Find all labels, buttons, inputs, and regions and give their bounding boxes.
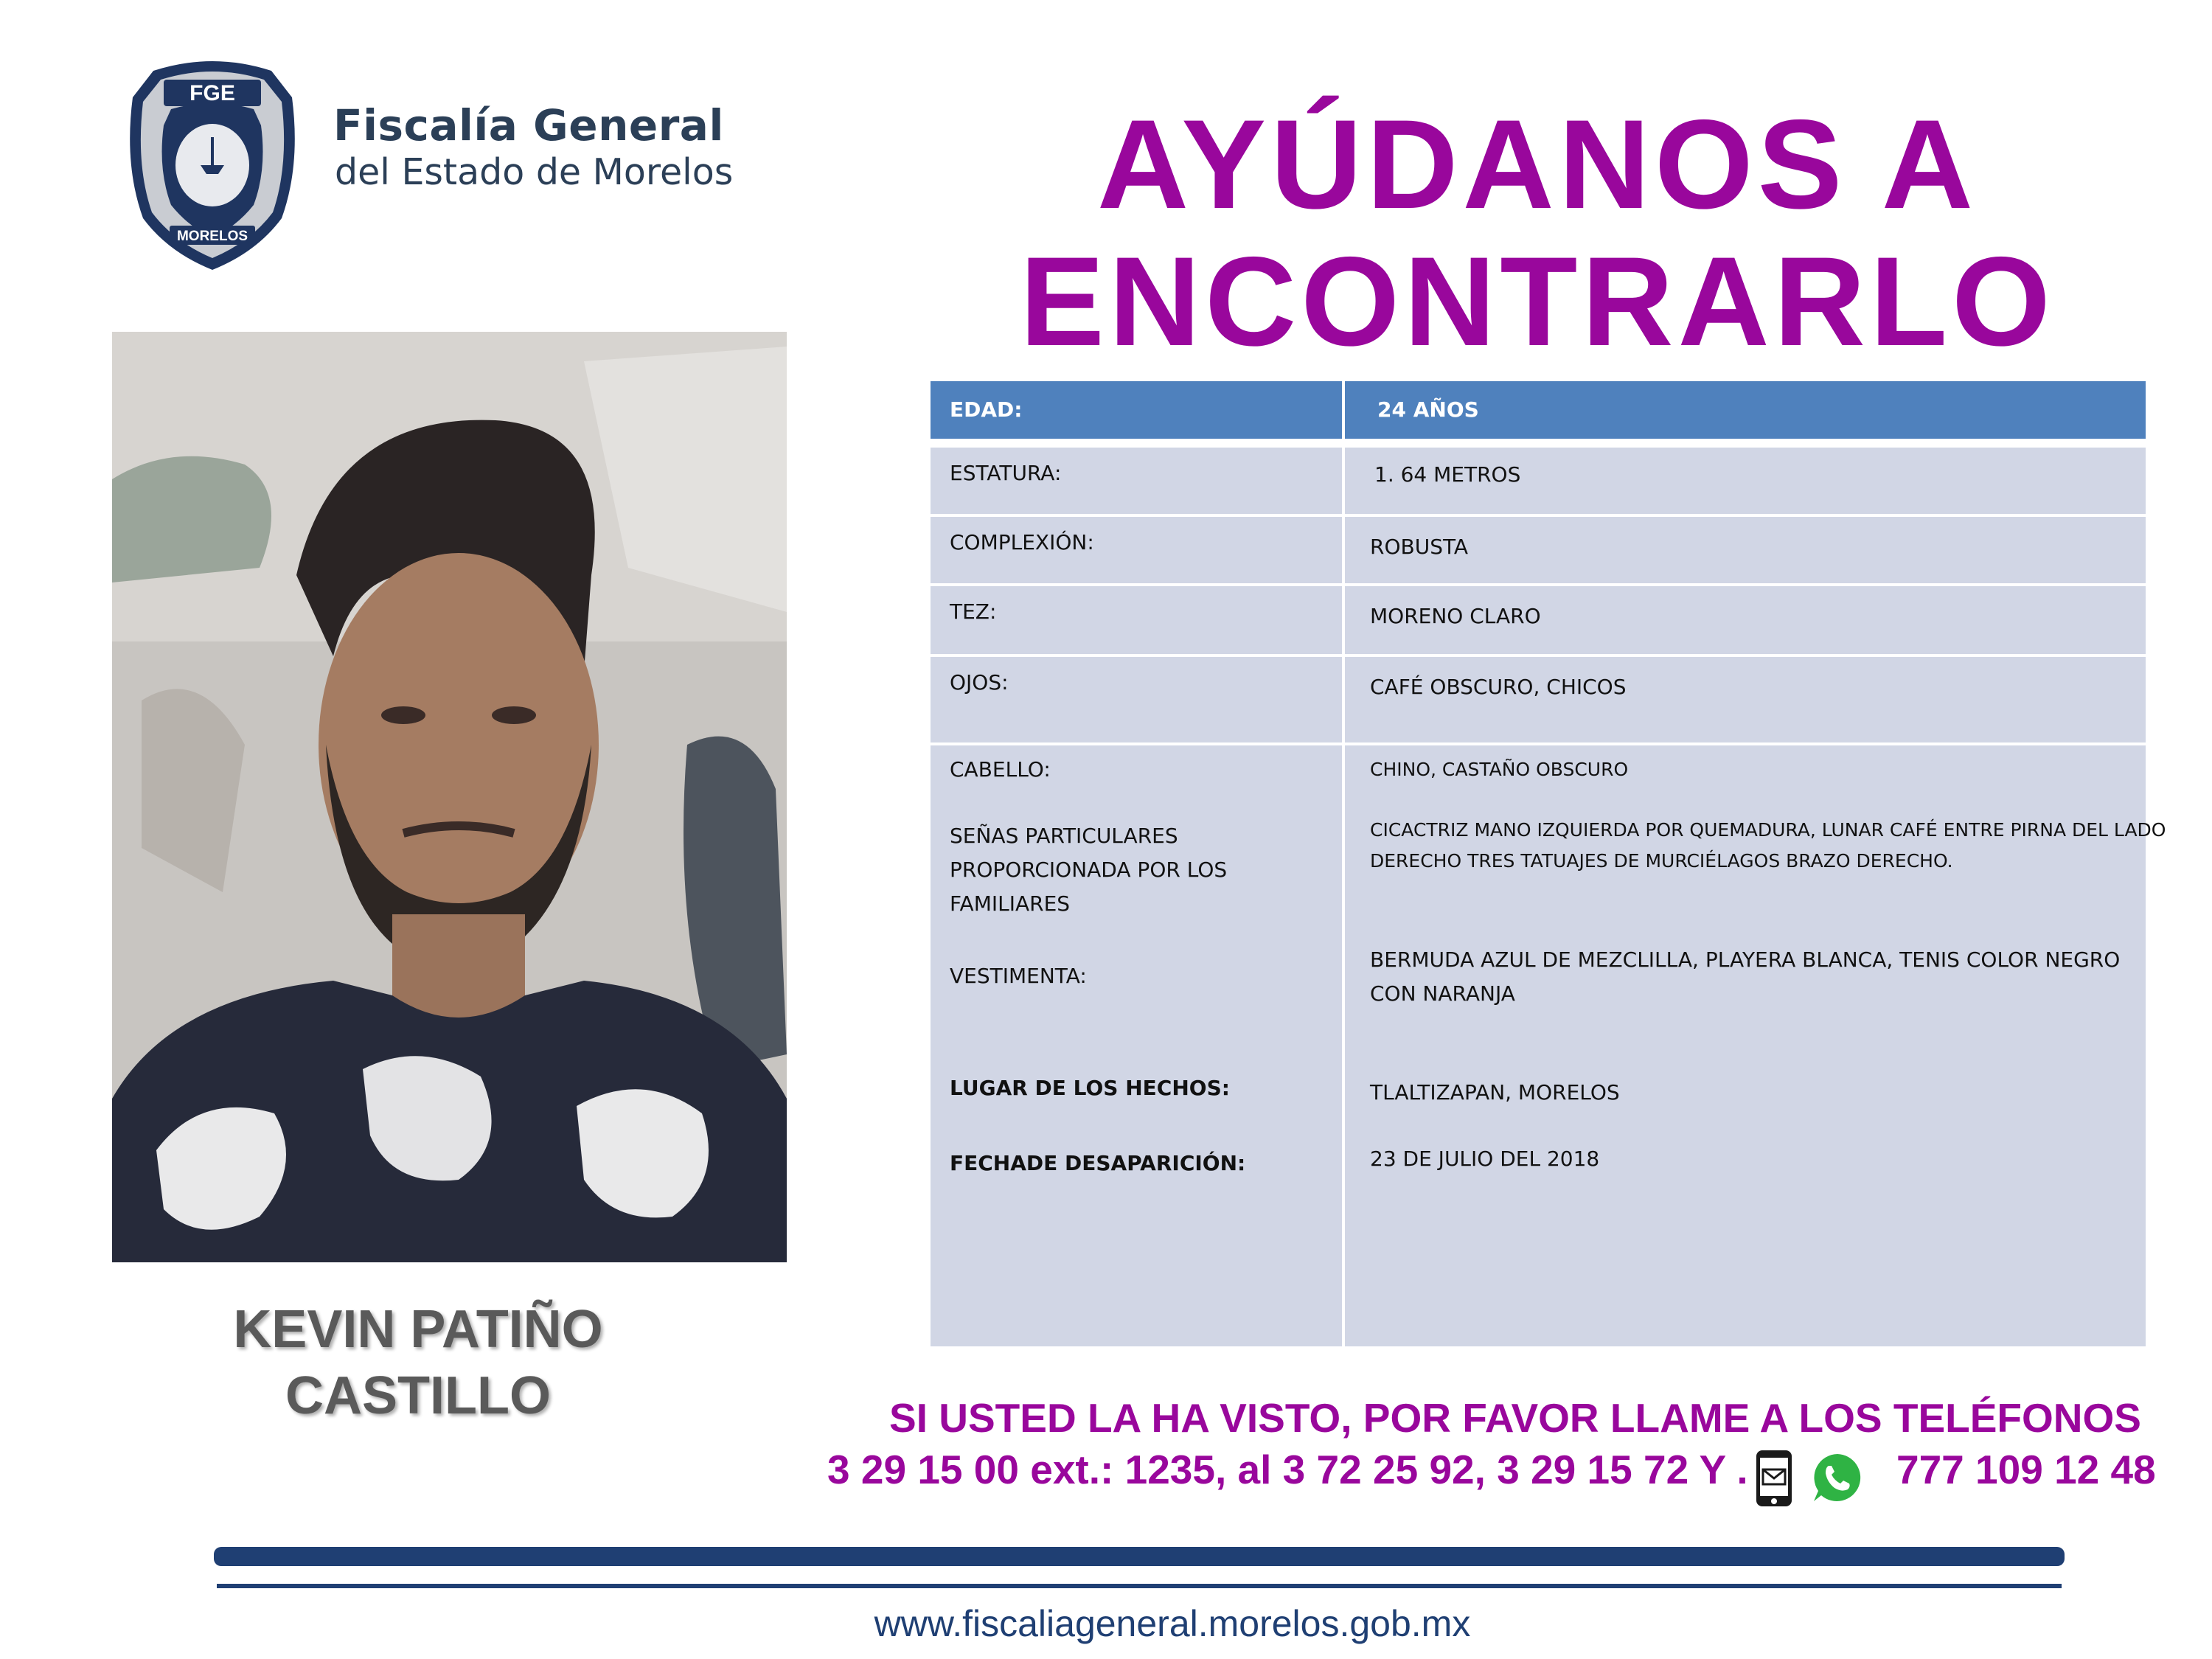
person-photo: [112, 332, 787, 1262]
tez-value: MORENO CLARO: [1370, 604, 1541, 628]
complexion-label: COMPLEXIÓN:: [950, 530, 1094, 554]
badge-top-text: FGE: [189, 81, 235, 105]
cta-phone-numbers: 3 29 15 00 ext.: 1235, al 3 72 25 92, 3 29 15 72 Y .: [827, 1447, 1748, 1492]
cta-line1: SI USTED LA HA VISTO, POR FAVOR LLAME A LOS TELÉFONOS: [889, 1395, 2141, 1441]
org-subtitle: del Estado de Morelos: [335, 151, 734, 193]
footer-divider-thick: [214, 1547, 2065, 1566]
estatura-value: 1. 64 METROS: [1374, 462, 1521, 487]
mobile-message-icon: [1755, 1449, 1793, 1508]
ojos-label: OJOS:: [950, 670, 1009, 695]
fge-badge-logo: [124, 55, 301, 276]
whatsapp-phone-number: 777 109 12 48: [1896, 1447, 2156, 1492]
lugar-label: LUGAR DE LOS HECHOS:: [950, 1076, 1230, 1100]
table-row-tez: [931, 583, 2146, 654]
lugar-value: TLALTIZAPAN, MORELOS: [1370, 1080, 1620, 1105]
edad-value: 24 AÑOS: [1377, 397, 1479, 422]
senas-label-line3: FAMILIARES: [950, 891, 1071, 916]
website-link[interactable]: www.fiscaliageneral.morelos.gob.mx: [874, 1603, 1471, 1644]
table-row-edad: [931, 381, 2146, 439]
person-name-line2: CASTILLO: [285, 1366, 551, 1425]
vestimenta-value-line2: CON NARANJA: [1370, 981, 1515, 1006]
table-row-ojos: [931, 654, 2146, 742]
headline-line1: AYÚDANOS A: [1096, 94, 1978, 235]
badge-bottom-text: MORELOS: [176, 229, 248, 244]
tez-label: TEZ:: [950, 599, 997, 624]
table-row-complexion: [931, 514, 2146, 583]
table-row-estatura: [931, 445, 2146, 514]
footer-divider-thin: [217, 1584, 2062, 1588]
table-row-details: [931, 742, 2166, 1346]
senas-value-line2: DERECHO TRES TATUAJES DE MURCIÉLAGOS BRAZO DERECHO.: [1370, 850, 1953, 872]
details-table: [931, 381, 2166, 1343]
fecha-value: 23 DE JULIO DEL 2018: [1370, 1147, 1600, 1171]
headline: [933, 96, 2142, 370]
estatura-label: ESTATURA:: [950, 461, 1062, 485]
senas-value-line1: CICACTRIZ MANO IZQUIERDA POR QUEMADURA, LUNAR CAFÉ ENTRE PIRNA DEL LADO: [1370, 819, 2166, 841]
headline-line2: ENCONTRARLO: [1020, 231, 2055, 372]
cabello-label: CABELLO:: [950, 757, 1051, 782]
person-name: [112, 1296, 724, 1429]
cabello-value: CHINO, CASTAÑO OBSCURO: [1370, 759, 1629, 780]
senas-label-line1: SEÑAS PARTICULARES: [950, 824, 1178, 848]
complexion-value: ROBUSTA: [1370, 535, 1469, 559]
org-name: Fiscalía General: [333, 100, 724, 150]
edad-label: EDAD:: [950, 397, 1023, 422]
fecha-label: FECHADE DESAPARICIÓN:: [950, 1151, 1246, 1175]
whatsapp-icon: [1811, 1451, 1864, 1504]
vestimenta-label: VESTIMENTA:: [950, 964, 1087, 988]
ojos-value: CAFÉ OBSCURO, CHICOS: [1370, 675, 1627, 699]
person-name-line1: KEVIN PATIÑO: [233, 1300, 603, 1359]
vestimenta-value-line1: BERMUDA AZUL DE MEZCLILLA, PLAYERA BLANCA, TENIS COLOR NEGRO: [1370, 947, 2121, 972]
senas-label-line2: PROPORCIONADA POR LOS: [950, 858, 1228, 882]
